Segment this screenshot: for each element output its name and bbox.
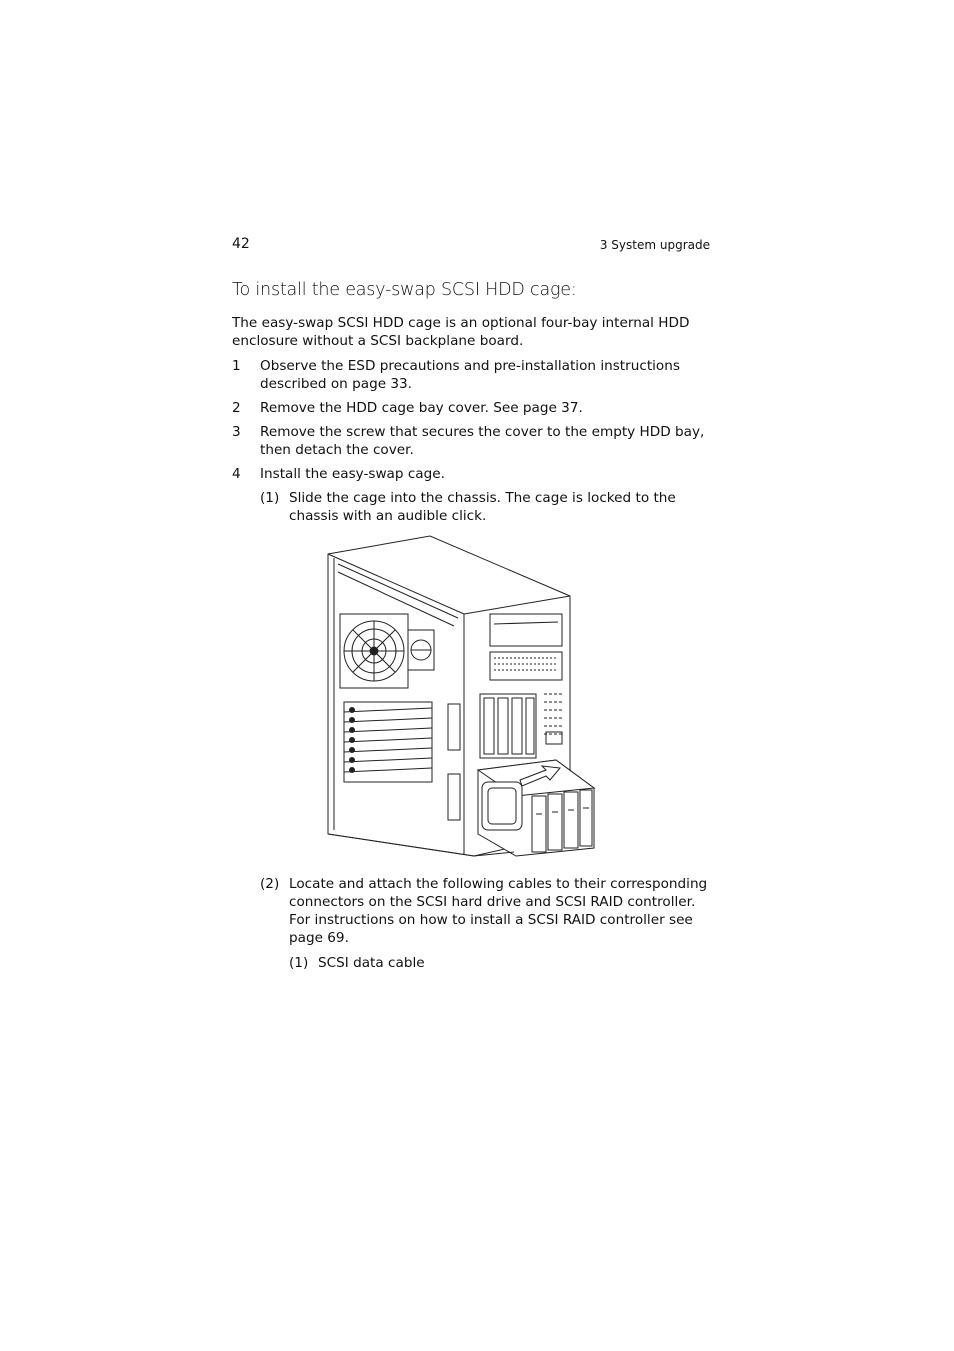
step-number: 2 xyxy=(232,400,241,416)
step-text: Install the easy-swap cage. xyxy=(260,466,445,482)
subsubstep-text: SCSI data cable xyxy=(318,955,425,971)
intro-paragraph: The easy-swap SCSI HDD cage is an optional four-bay internal HDD enclosure without a SCSI backplane board. xyxy=(232,315,690,349)
server-chassis-with-hdd-cage-illustration xyxy=(324,534,600,858)
page-number: 42 xyxy=(232,236,250,252)
section-heading: To install the easy-swap SCSI HDD cage: xyxy=(232,280,577,300)
substep-text: Locate and attach the following cables to their corresponding connectors on the SCSI hard drive and SCSI RAID controller. For instructions on how to install a SCSI RAID controller see page 69. xyxy=(289,876,708,946)
subsubstep-number: (1) xyxy=(289,955,309,971)
step-number: 1 xyxy=(232,358,241,374)
substep-text: Slide the cage into the chassis. The cage is locked to the chassis with an audible click. xyxy=(289,490,676,524)
step-text: Remove the screw that secures the cover to the empty HDD bay, then detach the cover. xyxy=(260,424,705,458)
step-number: 3 xyxy=(232,424,241,440)
step-text: Remove the HDD cage bay cover. See page 37. xyxy=(260,400,583,416)
step-text: Observe the ESD precautions and pre-installation instructions described on page 33. xyxy=(260,358,680,392)
substep-number: (1) xyxy=(260,490,280,506)
step-number: 4 xyxy=(232,466,241,482)
substep-number: (2) xyxy=(260,876,280,892)
chapter-title: 3 System upgrade xyxy=(599,238,710,252)
